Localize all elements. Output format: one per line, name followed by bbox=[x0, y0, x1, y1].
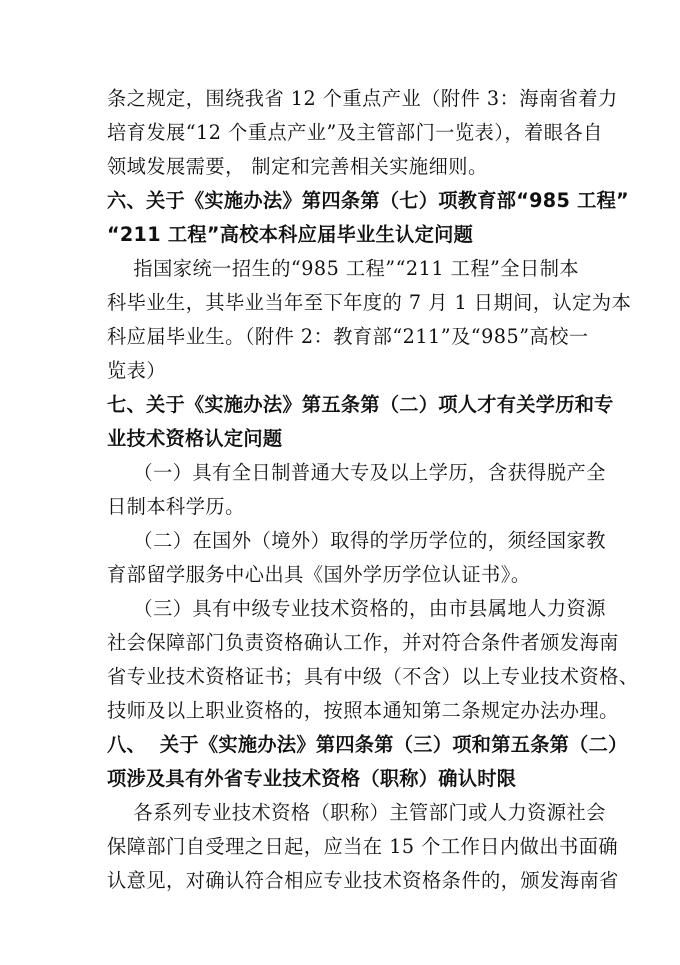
body-line: 技师及以上职业资格的，按照本通知第二条规定办法办理。 bbox=[107, 699, 619, 722]
body-line: （三）具有中级专业技术资格的，由市县属地人力资源 bbox=[107, 597, 606, 620]
body-line: 科毕业生，其毕业当年至下年度的 7 月 1 日期间，认定为本 bbox=[107, 291, 632, 314]
section-heading-6-cont: “211 工程”高校本科应届毕业生认定问题 bbox=[107, 223, 474, 246]
body-line: 科应届毕业生。（附件 2：教育部“211”及“985”高校一 bbox=[107, 325, 589, 348]
body-line: 览表） bbox=[107, 359, 167, 382]
body-line: 保障部门自受理之日起，应当在 15 个工作日内做出书面确 bbox=[107, 835, 619, 858]
section-heading-8: 八、 关于《实施办法》第四条第（三）项和第五条第（二） bbox=[107, 733, 628, 756]
body-line: 社会保障部门负责资格确认工作，并对符合条件者颁发海南 bbox=[107, 631, 619, 654]
body-line: 培育发展“12 个重点产业”及主管部门一览表），着眼各自 bbox=[107, 121, 603, 144]
section-heading-8-cont: 项涉及具有外省专业技术资格（职称）确认时限 bbox=[107, 767, 517, 790]
section-heading-6: 六、关于《实施办法》第四条第（七）项教育部“985 工程” bbox=[107, 189, 629, 212]
body-line: 领域发展需要， 制定和完善相关实施细则。 bbox=[107, 155, 488, 178]
body-line: 认意见，对确认符合相应专业技术资格条件的，颁发海南省 bbox=[107, 869, 619, 892]
section-heading-7: 七、关于《实施办法》第五条第（二）项人才有关学历和专 bbox=[107, 393, 614, 416]
body-line: 各系列专业技术资格（职称）主管部门或人力资源社会 bbox=[107, 801, 606, 824]
body-line: （一）具有全日制普通大专及以上学历，含获得脱产全 bbox=[107, 461, 606, 484]
section-heading-7-cont: 业技术资格认定问题 bbox=[107, 427, 283, 450]
body-line: 省专业技术资格证书；具有中级（不含）以上专业技术资格、 bbox=[107, 665, 639, 688]
body-line: 育部留学服务中心出具《国外学历学位认证书》。 bbox=[107, 563, 531, 586]
body-line: （二）在国外（境外）取得的学历学位的，须经国家教 bbox=[107, 529, 606, 552]
body-line: 日制本科学历。 bbox=[107, 495, 245, 518]
body-line: 条之规定，围绕我省 12 个重点产业（附件 3：海南省着力 bbox=[107, 87, 618, 110]
body-line: 指国家统一招生的“985 工程”“211 工程”全日制本 bbox=[107, 257, 580, 280]
